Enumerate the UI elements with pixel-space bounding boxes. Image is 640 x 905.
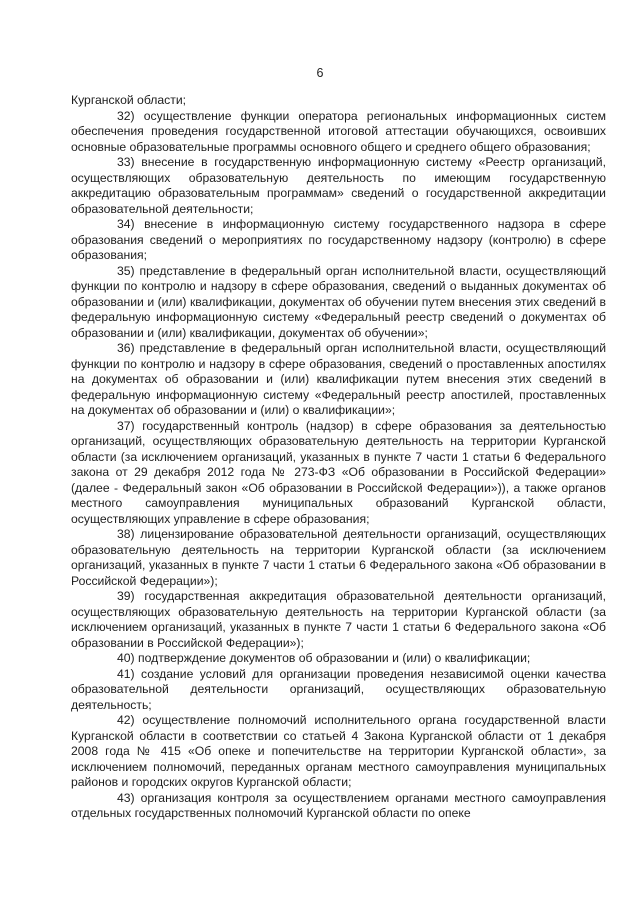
document-body	[71, 93, 606, 822]
paragraph-item-34: 34) внесение в информационную систему государственного надзора в сфере образования сведений о мероприятиях по государственному надзору (контролю) в сфере образования;	[71, 217, 606, 262]
paragraph-item-32: 32) осуществление функции оператора региональных информационных систем обеспечения проведения государственной итоговой аттестации обучающихся, освоивших основные образовательные программы основного общего и среднего общего образования;	[71, 108, 606, 154]
paragraph-item-43: 43) организация контроля за осуществлением органами местного самоуправления отдельных государственных полномочий Курганской области по опеке	[71, 790, 606, 820]
paragraph-item-38: 38) лицензирование образовательной деятельности организаций, осуществляющих образовательную деятельность на территории Курганской области (за исключением организаций, указанных в пункте 7 части 1 статьи 6 Федерального закона «Об образовании в Российской Федерации»);	[71, 527, 606, 588]
paragraph-item-42: 42) осуществление полномочий исполнительного органа государственной власти Курганской области в соответствии со статьей 4 Закона Курганской области от 1 декабря 2008 года № 415 «Об опеке и попечительстве на территории Курганской области», за исключением полномочий, переданных органам местного самоуправления муниципальных районов и городских округов Курганской области;	[71, 713, 606, 789]
paragraph-item-33: 33) внесение в государственную информационную систему «Реестр организаций, осуществляющих образовательную деятельность по имеющим государственную аккредитацию образовательным программам» сведений о государственной аккредитации образовательной деятельности;	[71, 155, 606, 216]
page-number: 6	[316, 66, 324, 80]
paragraph-item-36: 36) представление в федеральный орган исполнительной власти, осуществляющий функции по контролю и надзору в сфере образования, сведений о проставленных апостилях на документах об образовании и (или) квалификации путем внесения этих сведений в федеральную информационную систему «Федеральный реестр апостилей, проставленных на документах об образовании и (или) о квалификации»;	[71, 341, 606, 417]
paragraph-item-39: 39) государственная аккредитация образовательной деятельности организаций, осуществляющих образовательную деятельность на территории Курганской области (за исключением организаций, указанных в пункте 7 части 1 статьи 6 Федерального закона «Об образовании в Российской Федерации»);	[71, 589, 606, 650]
paragraph-item-40: 40) подтверждение документов об образовании и (или) о квалификации;	[117, 651, 531, 665]
paragraph-continuation: Курганской области;	[71, 93, 187, 107]
paragraph-item-41: 41) создание условий для организации проведения независимой оценки качества образовательной деятельности организаций, осуществляющих образовательную деятельность;	[71, 666, 606, 712]
paragraph-item-35: 35) представление в федеральный орган исполнительной власти, осуществляющий функции по контролю и надзору в сфере образования, сведений о выданных документах об образовании и (или) квалификации, документах об обучении путем внесения этих сведений в федеральную информационную систему «Федеральный реестр сведений о документах об образовании и (или) квалификации, документах об обучении»;	[71, 263, 606, 340]
paragraph-item-37: 37) государственный контроль (надзор) в сфере образования за деятельностью организаций, осуществляющих образовательную деятельность на территории Курганской области (за исключением организаций, указанных в пункте 7 части 1 статьи 6 Федерального закона от 29 декабря 2012 года № 273-ФЗ «Об образовании в Российской Федерации» (далее - Федеральный закон «Об образовании в Российской Федерации»)), а также органов местного самоуправления муниципальных образований Курганской области, осуществляющих управление в сфере образования;	[71, 418, 606, 526]
